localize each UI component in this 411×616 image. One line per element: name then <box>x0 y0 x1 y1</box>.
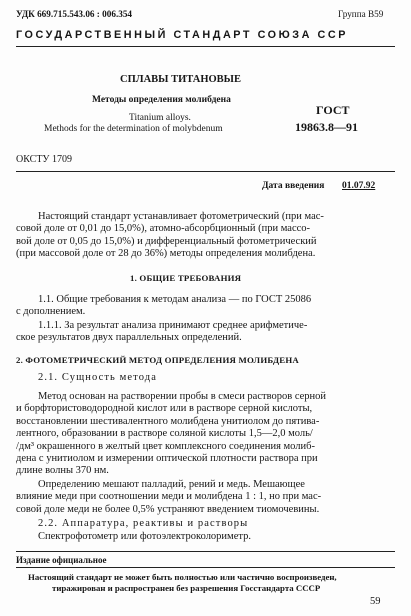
document-subtitle: Методы определения молибдена <box>92 95 231 105</box>
group-code: Группа В59 <box>338 9 384 19</box>
gost-number: 19863.8—91 <box>295 120 358 134</box>
document-title: СПЛАВЫ ТИТАНОВЫЕ <box>120 74 241 85</box>
section-1-paragraph-1 <box>16 294 394 319</box>
section-2-1-heading: 2.1. Сущность метода <box>38 372 157 383</box>
section-2-line: длине волны 370 нм. <box>16 465 109 477</box>
footer-rule-2 <box>16 567 395 568</box>
section-2-line: восстановлении шестивалентного молибдена унитиолом до пятива- <box>16 415 320 427</box>
okstu-rule <box>16 171 395 172</box>
section-2-line: совой доле меди не более 0,5% устраняют введением тиомочевины. <box>16 503 320 515</box>
section-2-line: влияние меди при соотношении меди и молибдена 1 : 1, но при мас- <box>16 491 322 503</box>
section-1-line: 1.1.1. За результат анализа принимают среднее арифметиче- <box>38 320 308 331</box>
copyright-notice-2: тиражирован и распространен без разрешения Госстандарта СССР <box>52 583 321 593</box>
section-2-heading: 2. ФОТОМЕТРИЧЕСКИЙ МЕТОД ОПРЕДЕЛЕНИЯ МОЛИБДЕНА <box>16 355 299 365</box>
udk-code: УДК 669.715.543.06 : 006.354 <box>16 9 133 19</box>
section-2-line: дена с унитиолом и измерении оптической плотности раствора при <box>16 453 318 465</box>
gost-label: ГОСТ <box>316 103 350 117</box>
section-2-paragraph-2 <box>16 479 394 516</box>
section-2-paragraph-1 <box>16 391 394 478</box>
okstu-code: ОКСТУ 1709 <box>16 154 73 165</box>
footer-rule <box>16 551 395 552</box>
section-2-line: лентного, образовании в растворе соляной кислоты 1,5—2,0 моль/ <box>16 428 313 440</box>
section-1-line: 1.1. Общие требования к методам анализа — по ГОСТ 25086 <box>38 294 312 305</box>
section-1-line: ское результатов двух параллельных определений. <box>16 332 242 344</box>
section-1-paragraph-2 <box>16 320 394 345</box>
header-rule <box>16 46 395 47</box>
page-number: 59 <box>370 596 381 607</box>
section-2-line: /дм³ окрашенного в желтый цвет комплексного соединения молиб- <box>16 440 315 452</box>
section-2-line: и борфтористоводородной кислот или в растворе серной кислоты, <box>16 403 313 415</box>
title-english-1: Titanium alloys. <box>129 113 191 123</box>
intro-date-value: 01.07.92 <box>342 181 376 191</box>
intro-line: вой доле от 0,05 до 15,0%) и дифференциальный фотометрический <box>16 235 317 247</box>
section-1-heading: 1. ОБЩИЕ ТРЕБОВАНИЯ <box>130 273 242 283</box>
intro-date-label: Дата введения <box>262 181 325 191</box>
section-2-2-heading: 2.2. Аппаратура, реактивы и растворы <box>38 518 249 529</box>
state-standard-banner: ГОСУДАРСТВЕННЫЙ СТАНДАРТ СОЮЗА ССР <box>16 29 348 41</box>
section-2-line: Метод основан на растворении пробы в смеси растворов серной <box>38 391 327 402</box>
official-edition-label: Издание официальное <box>16 555 107 565</box>
intro-line: (при массовой доле от 28 до 36%) методы определения молибдена. <box>16 248 316 260</box>
title-english-2: Methods for the determination of molybdenum <box>44 124 223 134</box>
section-1-line: с дополнением. <box>16 306 86 318</box>
section-2-2-text: Спектрофотометр или фотоэлектроколориметр. <box>38 531 251 542</box>
intro-line: Настоящий стандарт устанавливает фотометрический (при мас- <box>38 211 324 222</box>
copyright-notice-1: Настоящий стандарт не может быть полностью или частично воспроизведен, <box>28 572 337 582</box>
section-2-line: Определению мешают палладий, рений и медь. Мешающее <box>38 479 305 490</box>
intro-paragraph <box>16 211 394 261</box>
intro-line: совой доле от 0,01 до 15,0%), атомно-абсорбционный (при массо- <box>16 223 311 235</box>
